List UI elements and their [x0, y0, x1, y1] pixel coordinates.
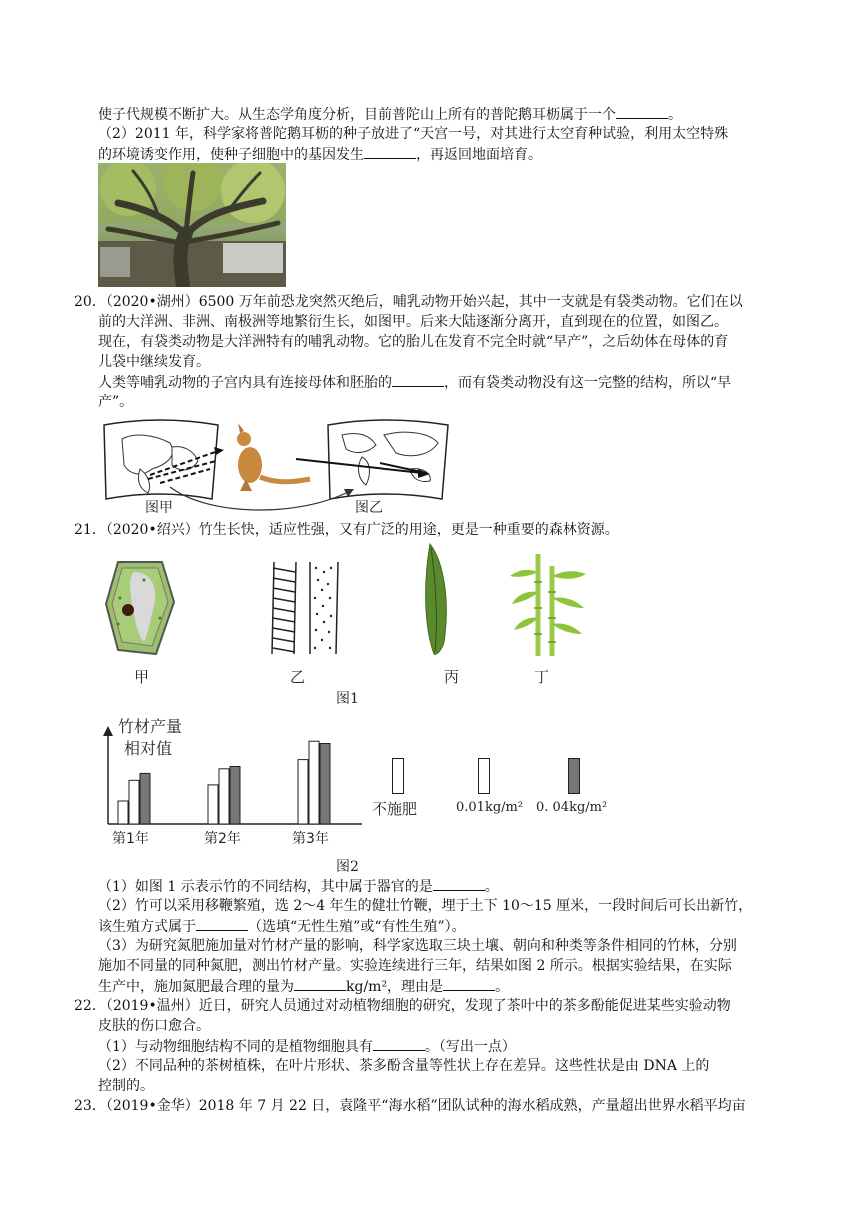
q20-line2: 前的大洋洲、非洲、南极洲等地繁衍生长，如图甲。后来大陆逐渐分离开，直到现在的位置，如图乙。 [98, 314, 728, 330]
figure-jia-caption: 图甲 [145, 500, 173, 516]
q20-line5: 人类等哺乳动物的子宫内具有连接母体和胚胎的 ，而有袋类动物没有这一完整的结构，所以“早 [98, 372, 731, 393]
q23-line1: 23．（2019•金华）2018 年 7 月 22 日，袁隆平“海水稻”团队试种的海水稻成熟，产量超出世界水稻平均亩 [74, 1098, 746, 1114]
hornbeam-tree-photo [98, 163, 286, 287]
answer-blank[interactable] [392, 372, 444, 387]
vessel-tissue-illustration [268, 558, 344, 658]
q22-p1: （1）与动物细胞结构不同的是植物细胞具有 。（写出一点） [98, 1036, 516, 1057]
x-tick-label: 第3年 [292, 831, 329, 847]
answer-blank[interactable] [373, 1036, 425, 1051]
bamboo-leaf-illustration [418, 542, 458, 658]
q22-line2: 皮肤的伤口愈合。 [98, 1018, 210, 1034]
bar-1-1 [118, 801, 128, 824]
legend-label-001: 0.01kg/m² [456, 800, 524, 815]
q22-p2b: 控制的。 [98, 1078, 154, 1094]
bar-2-2 [219, 769, 229, 824]
map-yi-frame [328, 420, 448, 499]
legend-label-004: 0. 04kg/m² [536, 800, 608, 815]
bar-3-3 [320, 744, 330, 825]
chart-ylabel-line1: 竹材产量 [118, 717, 183, 736]
q21-p3a: （3）为研究氮肥施加量对竹材产量的影响，科学家选取三块土壤、朝向和种类等条件相同的竹林，分别 [98, 938, 737, 954]
legend-label-no-fertilizer: 不施肥 [372, 800, 418, 818]
q19-line3: 的环境诱变作用，使种子细胞中的基因发生 ，再返回地面培育。 [98, 144, 542, 165]
fig1-label-bing: 丙 [444, 668, 460, 686]
legend-swatch-001 [478, 758, 490, 794]
fig1-label-ding: 丁 [534, 668, 550, 686]
answer-blank[interactable] [443, 976, 495, 991]
fig2-caption: 图2 [336, 859, 359, 875]
answer-blank[interactable] [196, 916, 248, 931]
bar-3-2 [309, 741, 319, 824]
bar-1-3 [140, 773, 150, 824]
fig1-label-jia: 甲 [134, 668, 150, 686]
q21-p1: （1）如图 1 示表示竹的不同结构，其中属于器官的是 。 [98, 876, 499, 897]
bar-3-1 [298, 760, 308, 824]
q20-line1: 20．（2020•湖州）6500 万年前恐龙突然灭绝后，哺乳动物开始兴起，其中一支就是有袋类动物。它们在以 [74, 294, 743, 310]
bamboo-plant-illustration [508, 552, 588, 656]
q21-p3b: 施加不同量的同种氮肥，测出竹材产量。实验连续进行三年，结果如图 2 所示。根据实验结果，在实际 [98, 958, 732, 974]
q20-line3: 现在，有袋类动物是大洋洲特有的哺乳动物。它的胎儿在发育不完全时就“早产”，之后幼体在母体的育 [98, 334, 729, 350]
q19-line1: 使子代规模不断扩大。从生态学角度分析，目前普陀山上所有的普陀鹅耳枥属于一个 。 [98, 104, 682, 125]
chart-ylabel-line2: 相对值 [124, 739, 173, 758]
fig1-caption: 图1 [336, 691, 359, 707]
answer-blank[interactable] [294, 976, 346, 991]
bar-2-1 [208, 785, 218, 824]
x-tick-label: 第2年 [204, 831, 241, 847]
q21-p2a: （2）竹可以采用移鞭繁殖，选 2～4 年生的健壮竹鞭，埋于土下 10～15 厘米，一段时间后可长出新竹， [98, 898, 753, 914]
q20-line6: 产”。 [98, 394, 134, 410]
q21-p3c: 生产中，施加氮肥最合理的量为 kg/m²，理由是 。 [98, 976, 509, 997]
answer-blank[interactable] [433, 876, 485, 891]
answer-blank[interactable] [364, 144, 416, 159]
fig1-label-yi: 乙 [290, 668, 306, 686]
q22-line1: 22．（2019•温州）近日，研究人员通过对动植物细胞的研究，发现了茶叶中的茶多酚能促进某些实验动物 [74, 998, 731, 1014]
q22-p2a: （2）不同品种的茶树植株，在叶片形状、茶多酚含量等性状上存在差异。这些性状是由 DNA 上的 [98, 1058, 710, 1074]
answer-blank[interactable] [616, 104, 668, 119]
q21-line1: 21．（2020•绍兴）竹生长快，适应性强，又有广泛的用途，更是一种重要的森林资源。 [74, 522, 619, 538]
bar-2-3 [230, 767, 240, 825]
legend-swatch-no-fertilizer [392, 758, 404, 794]
q21-p2b: 该生殖方式属于 （选填“无性生殖”或“有性生殖”）。 [98, 916, 466, 937]
q19-line2: （2）2011 年，科学家将普陀鹅耳枥的种子放进了“天宫一号，对其进行太空育种试验，利用太空特殊 [98, 126, 729, 142]
bamboo-yield-bar-chart [100, 724, 370, 828]
kangaroo-icon [237, 423, 310, 491]
q20-line4: 儿袋中继续发育。 [98, 354, 210, 370]
legend-swatch-004 [568, 758, 580, 794]
bar-1-2 [129, 780, 139, 824]
figure-yi-caption: 图乙 [355, 500, 383, 516]
x-tick-label: 第1年 [112, 831, 149, 847]
plant-cell-illustration [104, 558, 176, 658]
